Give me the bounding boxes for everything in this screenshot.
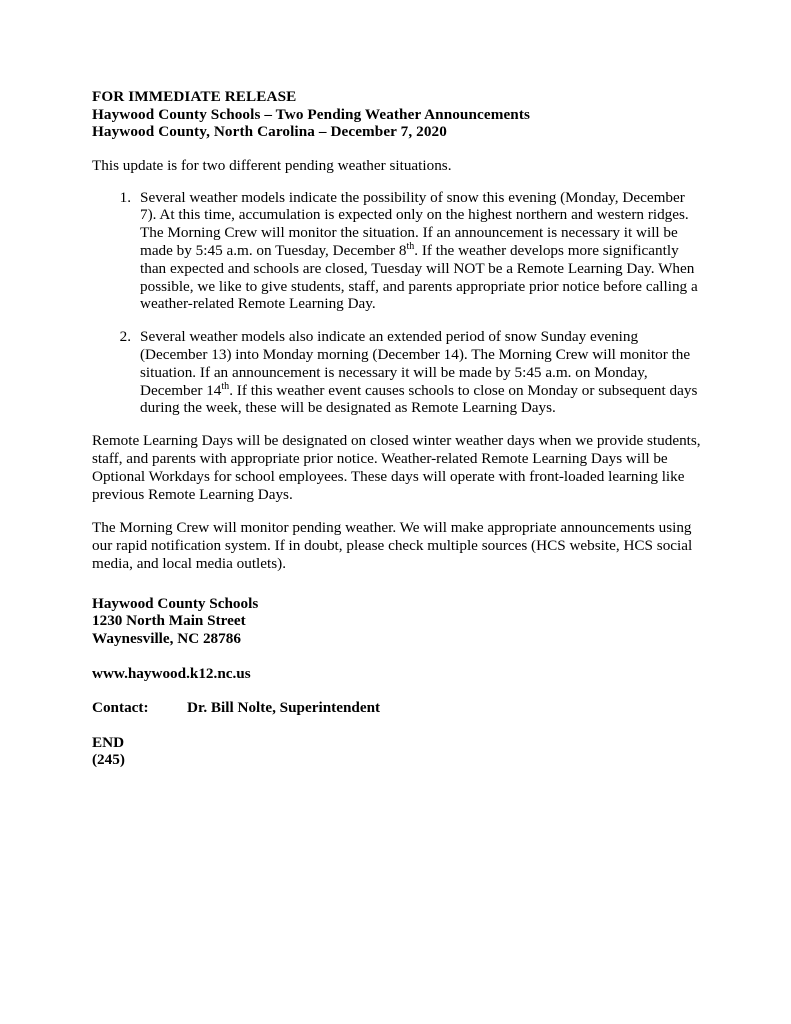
end-marker: END: [92, 733, 125, 751]
list-item-text-part1: Several weather models also indicate an extended period of snow Sunday evening (December 13) into Monday morning (December 14). The Morning Crew will monitor the situation. If an announcement is necessary it will be made by 5:45 a.m. on Monday, December 14: [140, 328, 691, 399]
header-line-title: Haywood County Schools – Two Pending Weather Announcements: [92, 105, 531, 123]
press-release-header: [92, 88, 702, 141]
contact-label: Contact:: [92, 699, 149, 717]
numbered-list: [92, 189, 702, 418]
address-line-city-state-zip: Waynesville, NC 28786: [92, 629, 241, 647]
header-line-immediate-release: FOR IMMEDIATE RELEASE: [92, 88, 297, 105]
end-block: [92, 734, 702, 769]
header-line-dateline: Haywood County, North Carolina – December 7, 2020: [92, 123, 447, 141]
list-item-text-part2: . If the weather develops more significantly than expected and schools are closed, Tuesday will NOT be a Remote Learning Day. When possible, we like to give students, staff, and parents appropriate prior notice before calling a weather-related Remote Learning Day.: [140, 241, 698, 313]
document-body: [92, 88, 702, 769]
list-item: [92, 189, 702, 314]
paragraph-remote-learning-days: Remote Learning Days will be designated on closed winter weather days when we provide students, staff, and parents with appropriate prior notice. Weather-related Remote Learning Days will be Optional Workdays for school employees. These days will operate with front-loaded learning like previous Remote Learning Days.: [92, 432, 701, 503]
address-line-organization: Haywood County Schools: [92, 594, 259, 612]
list-item-superscript: th: [406, 240, 415, 252]
website-link[interactable]: www.haywood.k12.nc.us: [92, 664, 251, 682]
intro-paragraph: This update is for two different pending weather situations.: [92, 156, 452, 174]
word-count: (245): [92, 751, 125, 769]
paragraph-morning-crew: The Morning Crew will monitor pending weather. We will make appropriate announcements using our rapid notification system. If in doubt, please check multiple sources (HCS website, HCS social media, and local media outlets).: [92, 519, 693, 572]
contact-block: [92, 699, 702, 717]
list-item-superscript: th: [221, 380, 230, 392]
list-item-text-part1: Several weather models indicate the possibility of snow this evening (Monday, December 7). At this time, accumulation is expected only on the highest northern and western ridges. The Morning Crew will monitor the situation. If an announcement is necessary it will be made by 5:45 a.m. on Tuesday, December 8: [140, 188, 689, 259]
list-item-number: 1.: [119, 188, 131, 206]
contact-value: Dr. Bill Nolte, Superintendent: [187, 699, 381, 717]
list-item-text-part2: . If this weather event causes schools to close on Monday or subsequent days during the week, these will be designated as Remote Learning Days.: [140, 381, 698, 417]
list-item: [92, 328, 702, 417]
address-block: [92, 595, 702, 648]
address-line-street: 1230 North Main Street: [92, 612, 246, 630]
list-item-number: 2.: [119, 328, 131, 346]
